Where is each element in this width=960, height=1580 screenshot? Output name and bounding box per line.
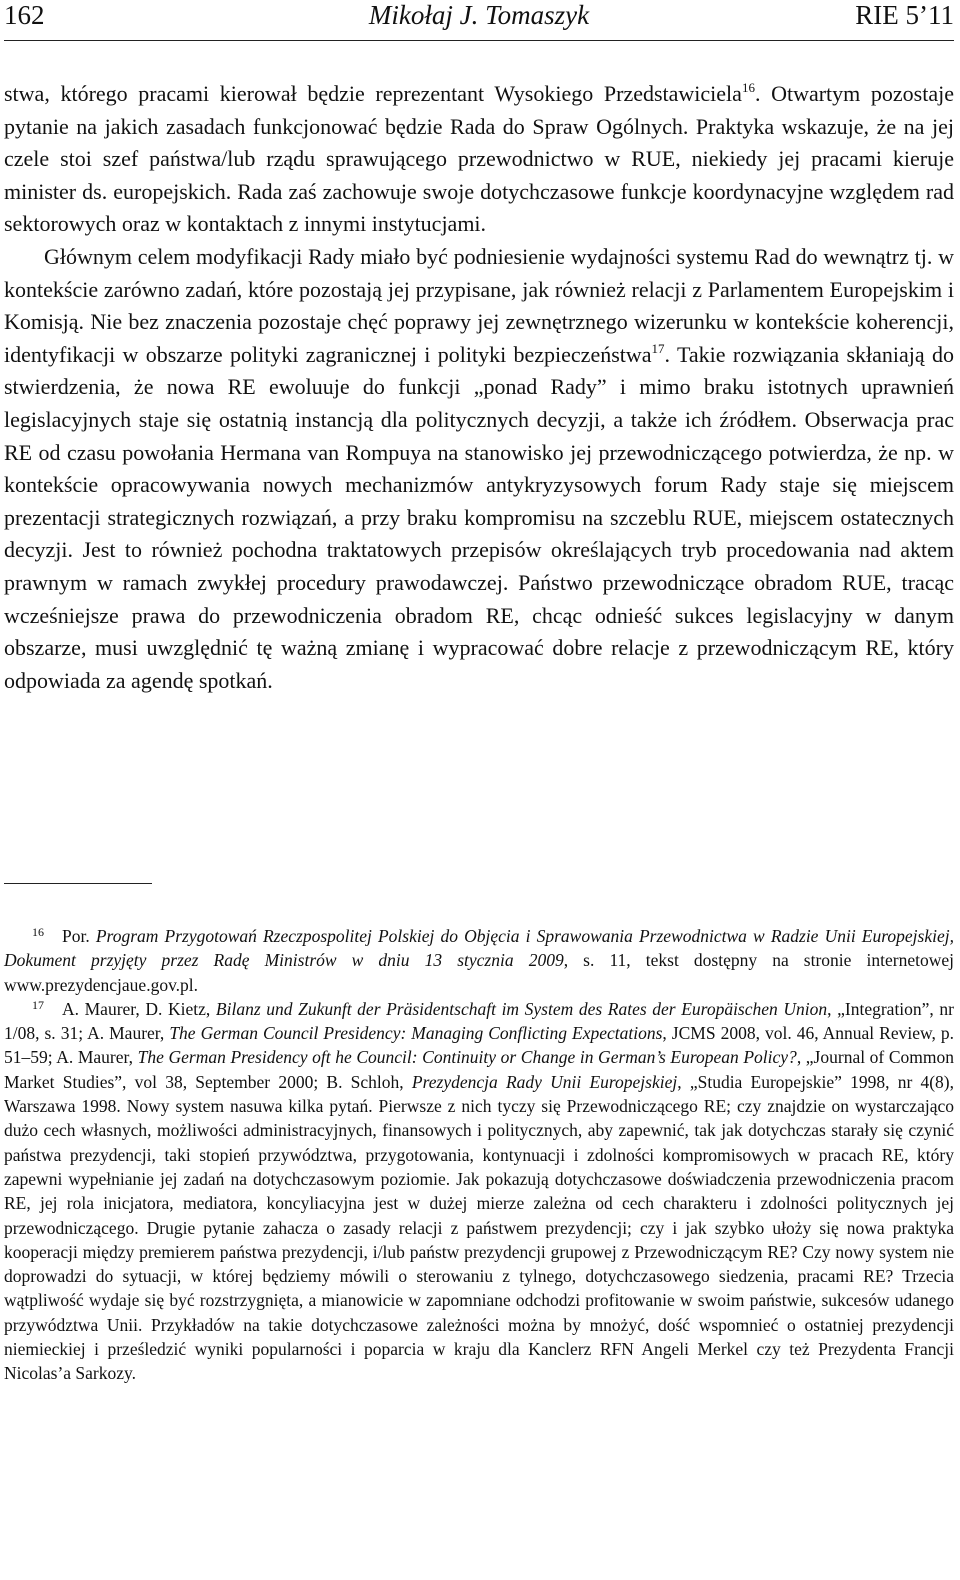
footnote-text: , JCMS 2008, vol. 46, Annual Review, p. 51–59; A. Maurer, xyxy=(4,1023,955,1068)
header-rule xyxy=(4,40,954,41)
paragraph-1-text-b: . Otwartym pozostaje pytanie na jakich zasadach funkcjonować będzie Rada do Spraw Ogólnych. Praktyka wskazuje, że na jej czele stoi szef państwa/lub rządu sprawującego przewodnictwo w RUE, niekiedy jej pracami kieruje minister ds. europejskich. Rada zaś zachowuje swoje dotychczasowe funkcje koordynacyjne względem rad sektorowych oraz w kontaktach z innymi instytucjami. xyxy=(4,81,954,237)
footnote-17 xyxy=(4,997,954,1386)
paragraph-2 xyxy=(4,241,954,697)
footnote-title: Prezydencja Rady Unii Europejskiej xyxy=(411,1071,678,1092)
footnote-text: Por. xyxy=(62,926,96,946)
footnote-16 xyxy=(4,924,954,997)
footnote-ref-16[interactable]: 16 xyxy=(741,80,755,95)
footnote-ref-17[interactable]: 17 xyxy=(651,340,665,356)
footnote-title: The German Presidency oft he Council: Continuity or Change in German’s European Policy? xyxy=(137,1047,797,1068)
paragraph-1 xyxy=(4,78,954,241)
footnote-number: 17 xyxy=(32,997,44,1012)
journal-issue: RIE 5’11 xyxy=(855,0,954,30)
paragraph-1-text-a: stwa, którego pracami kierował będzie reprezentant Wysokiego Przedstawiciela xyxy=(4,81,742,106)
footnote-title: Program Przygotowań Rzeczpospolitej Polskiej do Objęcia i Sprawowania Przewodnictwa w Radzie Unii Europejskiej, Dokument przyjęty przez Radę Ministrów w dniu 13 stycznia 2009 xyxy=(4,926,954,971)
footnote-text: , „Integration”, nr 1/08, s. 31; A. Maurer, xyxy=(4,998,954,1044)
footnote-number: 16 xyxy=(32,925,44,939)
paragraph-2-text-a: Głównym celem modyfikacji Rady miało być podniesienie wydajności systemu Rad do wewnątrz tj. w kontekście zarówno zadań, które pozostają jej przypisane, jak również relacji z Parlamentem Europejskim i Komisją. Nie bez znaczenia pozostaje chęć poprawy jej zewnętrznego wizerunku w kontekście koherencji, identyfikacji w obszarze polityki zagranicznej i polityki bezpieczeństwa xyxy=(4,243,954,367)
footnote-text: , s. 11, tekst dostępny na stronie internetowej www.prezydencjaue.gov.pl. xyxy=(4,950,954,995)
footnote-text: , „Studia Europejskie” 1998, nr 4(8), Warszawa 1998. Nowy system nasuwa kilka pytań. Pierwsze z nich tyczy się Przewodniczącego RE; czy znajdzie on wystarczająco dużo cech własnych, możliwości administracyjnych, finansowych i politycznych, aby zapewnić, tak jak dotychczas starały się czynić państwa prezydencji, taki stopień przywództwa, przygotowania, kontynuacji i zdolności kompromisowych w pracach RE, który zapewni wypełnianie jej zadań na dotychczasowym poziomie. Jak pokazują dotychczasowe doświadczenia przewodniczenia pracom RE, jej rola inicjatora, mediatora, koncyliacyjna jest w dużej mierze zależna od cech charakteru i zdolności politycznych jej przewodniczącego. Drugie pytanie zahacza o zasady relacji z państwem prezydencji; czy i jak szybko ułoży się nowa praktyka kooperacji między premierem państwa prezydencji, i/lub państw prezydencji grupowej z Przewodniczącym RE? Czy nowy system nie doprowadzi do sytuacji, w której będziemy mówili o sterowaniu z tylnego, dotychczasowego siedzenia, pracami RE? Trzecia wątpliwość wydaje się być rozstrzygnięta, a mianowicie w zapomniane odchodzi profitowanie w swoim państwie, sukcesów udanego przywództwa Unii. Przykładów na takie dotychczasowe zależności można by mnożyć, dość wspomnieć o ostatniej prezydencji niemieckiej i prześledzić wyniki popularności i poparcia w kraju dla Kanclerz RFN Angeli Merkel czy też Prezydenta Francji Nicolas’a Sarkozy. xyxy=(4,1071,955,1384)
footnote-text: , „Journal of Common Market Studies”, vol 38, September 2000; B. Schloh, xyxy=(4,1047,954,1092)
footnotes xyxy=(4,924,954,1386)
footnote-title: Bilanz und Zukunft der Präsidentschaft im System des Rates der Europäischen Union xyxy=(215,998,828,1019)
paragraph-2-text-b: . Takie rozwiązania skłaniają do stwierdzenia, że nowa RE ewoluuje do funkcji „ponad Rady” i mimo braku istotnych uprawnień legislacyjnych staje się ostatnią instancją dla politycznych decyzji, a także ich źródłem. Obserwacja prac RE od czasu powołania Hermana van Rompuya na stanowisko jej przewodniczącego potwierdza, że np. w kontekście opracowywania nowych mechanizmów antykryzysowych forum Rady staje się miejscem prezentacji strategicznych rozwiązań, a przy braku kompromisu na szczeblu RUE, miejscem ostatecznych decyzji. Jest to również pochodna traktatowych przepisów określających tryb procedowania nad aktem prawnym w ramach zwykłej procedury prawodawczej. Państwo przewodniczące obradom RUE, tracąc wcześniejsze prawa do przewodniczenia obradom RE, chcąc odnieść sukces legislacyjny w danym obszarze, musi uwzględnić tę ważną zmianę i wypracować dobre relacje z przewodniczącym RE, który odpowiada za agendę spotkań. xyxy=(4,341,954,693)
footnote-rule xyxy=(4,883,152,884)
running-author: Mikołaj J. Tomaszyk xyxy=(368,0,590,30)
page-number: 162 xyxy=(4,0,45,30)
running-header xyxy=(4,0,954,34)
footnote-text: A. Maurer, D. Kietz, xyxy=(62,998,216,1019)
footnote-title: The German Council Presidency: Managing Conflicting Expectations xyxy=(169,1023,663,1044)
body-text xyxy=(4,78,954,697)
